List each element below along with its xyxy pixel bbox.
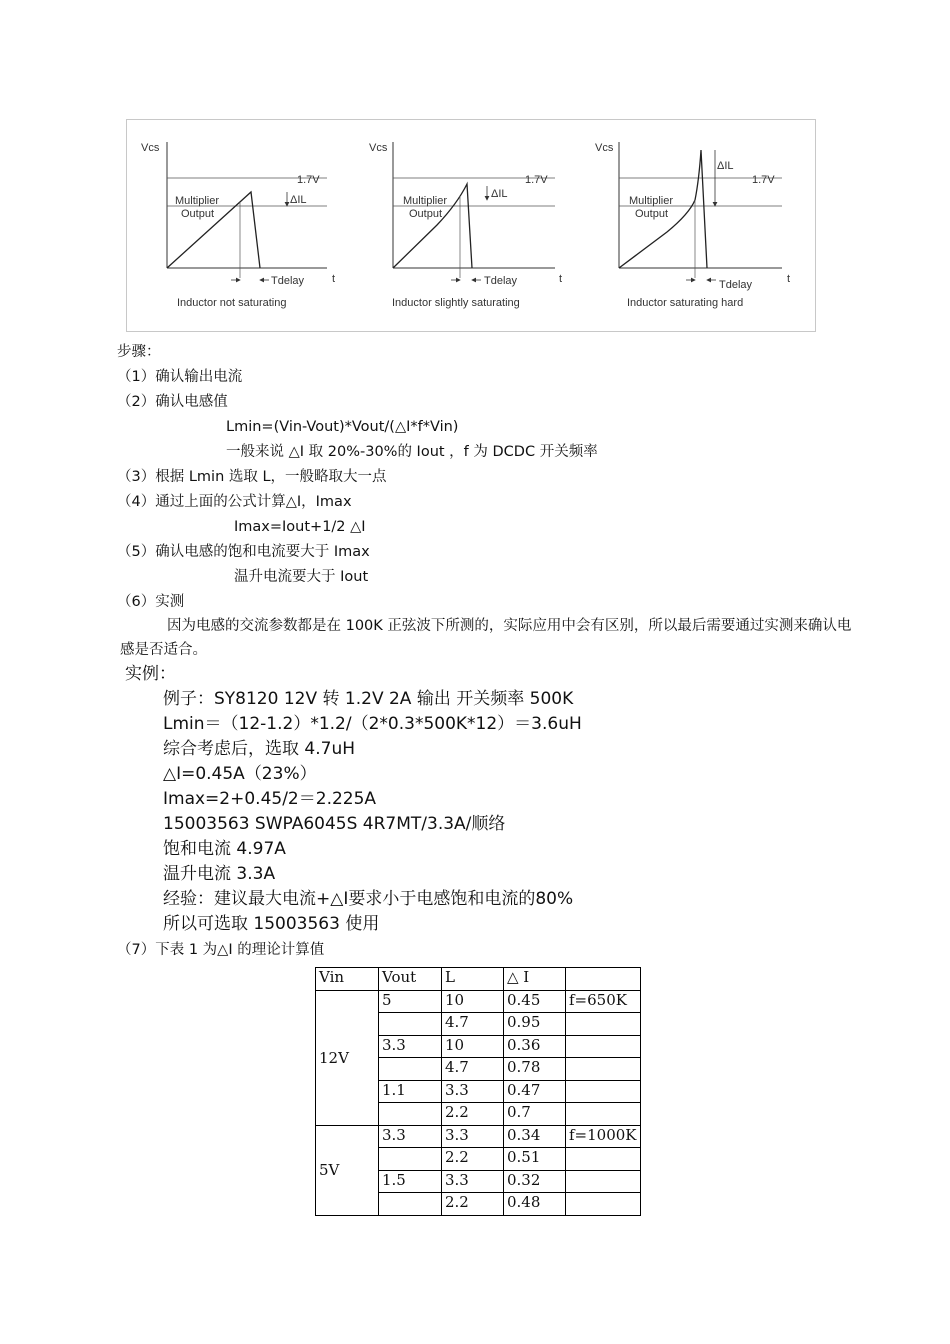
step-2: （2）确认电感值 bbox=[117, 394, 228, 410]
note-cell: f=1000K bbox=[566, 1125, 641, 1148]
table-cell: 5 bbox=[379, 990, 442, 1013]
caption-panel-2: Inductor slightly saturating bbox=[392, 297, 520, 309]
multiplier-label: Multiplier bbox=[629, 195, 674, 207]
formula-imax: Imax=Iout+1/2 △I bbox=[234, 519, 366, 535]
example-heading: 实例： bbox=[125, 664, 176, 684]
example-line-1: 例子：SY8120 12V 转 1.2V 2A 输出 开关频率 500K bbox=[163, 689, 574, 709]
example-line-4: △I=0.45A（23%） bbox=[163, 764, 317, 784]
example-line-2: Lmin＝（12-1.2）*1.2/（2*0.3*500K*12）＝3.6uH bbox=[163, 714, 582, 734]
step-1: （1）确认输出电流 bbox=[117, 369, 243, 385]
step-6: （6）实测 bbox=[117, 594, 185, 610]
table-cell bbox=[566, 1193, 641, 1216]
xlabel-t: t bbox=[559, 273, 563, 285]
table-cell bbox=[566, 1148, 641, 1171]
table-row bbox=[316, 990, 641, 1013]
table-header-row bbox=[316, 968, 641, 991]
table-cell: 0.7 bbox=[504, 1103, 566, 1126]
example-line-7: 饱和电流 4.97A bbox=[163, 839, 286, 859]
table-cell bbox=[379, 1058, 442, 1081]
note-cell: f=650K bbox=[566, 990, 641, 1013]
multiplier-label: Multiplier bbox=[403, 195, 448, 207]
xlabel-t: t bbox=[787, 273, 791, 285]
delta-il-label: ΔIL bbox=[290, 194, 307, 206]
xlabel-t: t bbox=[332, 273, 336, 285]
table-cell: 1.5 bbox=[379, 1170, 442, 1193]
threshold-label: 1.7V bbox=[297, 174, 320, 186]
table-cell bbox=[566, 1103, 641, 1126]
table-cell: 4.7 bbox=[442, 1058, 504, 1081]
example-line-3: 综合考虑后，选取 4.7uH bbox=[163, 739, 355, 759]
vin-cell: 5V bbox=[316, 1125, 379, 1215]
panel-slightly-saturating bbox=[369, 142, 562, 309]
caption-panel-1: Inductor not saturating bbox=[177, 297, 287, 309]
steps-heading: 步骤： bbox=[117, 344, 161, 360]
table-cell: 0.45 bbox=[504, 990, 566, 1013]
table-cell: 0.95 bbox=[504, 1013, 566, 1036]
step-5: （5）确认电感的饱和电流要大于 Imax bbox=[117, 544, 370, 560]
header-delta-i: △ I bbox=[504, 968, 566, 991]
table-cell: 0.51 bbox=[504, 1148, 566, 1171]
header-vin: Vin bbox=[316, 968, 379, 991]
step-6-paragraph: 因为电感的交流参数都是在 100K 正弦波下所测的，实际应用中会有区别，所以最后需要通过实测来确认电感是否适合。 bbox=[120, 618, 852, 658]
table-cell: 1.1 bbox=[379, 1080, 442, 1103]
step-7: （7）下表 1 为△I 的理论计算值 bbox=[117, 942, 325, 958]
panel-not-saturating bbox=[141, 142, 335, 309]
vin-cell: 12V bbox=[316, 990, 379, 1125]
header-empty bbox=[566, 968, 641, 991]
table-cell: 0.34 bbox=[504, 1125, 566, 1148]
inductor-saturation-figure bbox=[126, 119, 816, 332]
output-label: Output bbox=[409, 208, 443, 220]
step-4: （4）通过上面的公式计算△I，Imax bbox=[117, 494, 352, 510]
table-cell: 2.2 bbox=[442, 1193, 504, 1216]
ripple-note: 一般来说 △I 取 20%-30%的 Iout ，f 为 DCDC 开关频率 bbox=[226, 444, 598, 460]
table-cell: 0.32 bbox=[504, 1170, 566, 1193]
caption-panel-3: Inductor saturating hard bbox=[627, 297, 744, 309]
table-cell: 2.2 bbox=[442, 1148, 504, 1171]
panel-saturating-hard bbox=[595, 142, 790, 309]
table-cell: 0.78 bbox=[504, 1058, 566, 1081]
delta-il-label: ΔIL bbox=[491, 188, 508, 200]
table-cell bbox=[379, 1148, 442, 1171]
table-cell bbox=[379, 1103, 442, 1126]
table-cell bbox=[566, 1170, 641, 1193]
table-cell: 10 bbox=[442, 990, 504, 1013]
table-cell: 4.7 bbox=[442, 1013, 504, 1036]
ylabel-vcs: Vcs bbox=[141, 142, 160, 154]
table-cell bbox=[566, 1058, 641, 1081]
ylabel-vcs: Vcs bbox=[369, 142, 388, 154]
example-line-8: 温升电流 3.3A bbox=[163, 864, 276, 884]
table-cell: 2.2 bbox=[442, 1103, 504, 1126]
table-cell bbox=[379, 1013, 442, 1036]
table-cell bbox=[566, 1013, 641, 1036]
table-cell: 3.3 bbox=[379, 1125, 442, 1148]
output-label: Output bbox=[635, 208, 669, 220]
delta-i-table bbox=[315, 967, 641, 1216]
table-cell bbox=[566, 1080, 641, 1103]
example-line-5: Imax=2+0.45/2＝2.225A bbox=[163, 789, 377, 809]
ylabel-vcs: Vcs bbox=[595, 142, 614, 154]
threshold-label: 1.7V bbox=[525, 174, 548, 186]
table-cell bbox=[379, 1193, 442, 1216]
delta-il-label: ΔIL bbox=[717, 160, 734, 172]
threshold-label: 1.7V bbox=[752, 174, 775, 186]
table-cell bbox=[566, 1035, 641, 1058]
table-cell: 0.36 bbox=[504, 1035, 566, 1058]
header-vout: Vout bbox=[379, 968, 442, 991]
table-cell: 0.47 bbox=[504, 1080, 566, 1103]
example-line-9: 经验：建议最大电流+△I要求小于电感饱和电流的80% bbox=[163, 889, 574, 909]
table-cell: 3.3 bbox=[442, 1080, 504, 1103]
example-line-6: 15003563 SWPA6045S 4R7MT/3.3A/顺络 bbox=[163, 814, 506, 834]
step-3: （3）根据 Lmin 选取 L，一般略取大一点 bbox=[117, 469, 387, 485]
table-row bbox=[316, 1125, 641, 1148]
example-line-10: 所以可选取 15003563 使用 bbox=[163, 914, 380, 934]
output-label: Output bbox=[181, 208, 215, 220]
table-cell: 10 bbox=[442, 1035, 504, 1058]
formula-lmin: Lmin=(Vin-Vout)*Vout/(△I*f*Vin) bbox=[226, 419, 459, 435]
tdelay-label: Tdelay bbox=[719, 279, 753, 291]
multiplier-label: Multiplier bbox=[175, 195, 220, 207]
tdelay-label: Tdelay bbox=[271, 275, 305, 287]
header-l: L bbox=[442, 968, 504, 991]
table-cell: 3.3 bbox=[442, 1125, 504, 1148]
tdelay-label: Tdelay bbox=[484, 275, 518, 287]
table-cell: 3.3 bbox=[379, 1035, 442, 1058]
table-cell: 3.3 bbox=[442, 1170, 504, 1193]
table-cell: 0.48 bbox=[504, 1193, 566, 1216]
figure-svg bbox=[127, 120, 817, 333]
step-5b: 温升电流要大于 Iout bbox=[234, 569, 369, 585]
